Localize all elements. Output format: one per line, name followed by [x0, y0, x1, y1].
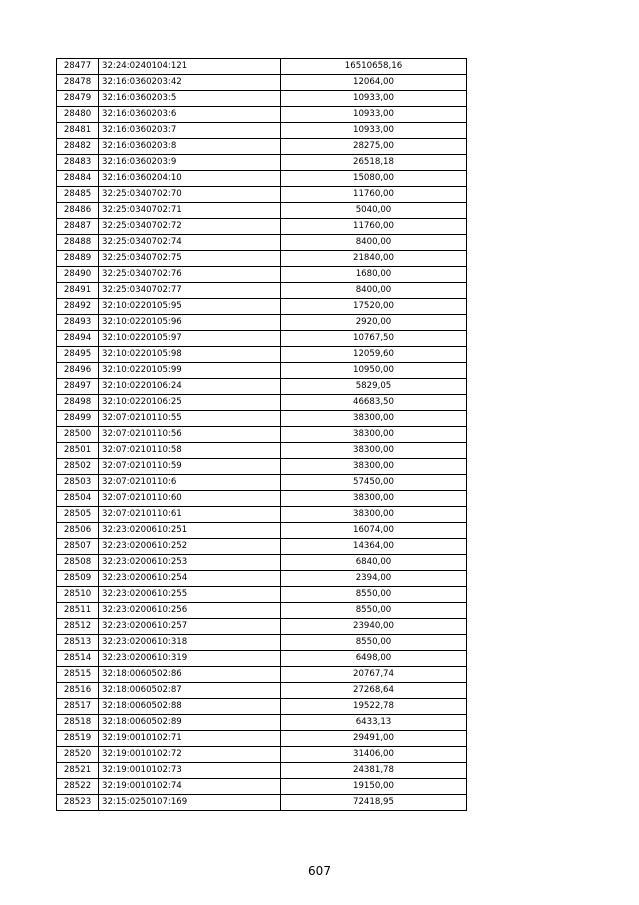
cadastral-number-cell: 32:23:0200610:254 — [99, 571, 281, 587]
value-cell: 72418,95 — [281, 795, 467, 811]
value-cell: 28275,00 — [281, 139, 467, 155]
table-row — [57, 107, 467, 123]
value-cell: 5040,00 — [281, 203, 467, 219]
cadastral-number-cell: 32:19:0010102:72 — [99, 747, 281, 763]
table-row — [57, 443, 467, 459]
cadastral-number-cell: 32:16:0360203:6 — [99, 107, 281, 123]
cadastral-number-cell: 32:10:0220105:98 — [99, 347, 281, 363]
cadastral-number-cell: 32:07:0210110:59 — [99, 459, 281, 475]
value-cell: 10933,00 — [281, 123, 467, 139]
row-number-cell: 28521 — [57, 763, 99, 779]
value-cell: 38300,00 — [281, 491, 467, 507]
value-cell: 8400,00 — [281, 235, 467, 251]
cadastral-number-cell: 32:10:0220105:99 — [99, 363, 281, 379]
cadastral-number-cell: 32:25:0340702:75 — [99, 251, 281, 267]
cadastral-number-cell: 32:10:0220105:96 — [99, 315, 281, 331]
row-number-cell: 28502 — [57, 459, 99, 475]
cadastral-number-cell: 32:25:0340702:72 — [99, 219, 281, 235]
row-number-cell: 28493 — [57, 315, 99, 331]
table-row — [57, 139, 467, 155]
row-number-cell: 28505 — [57, 507, 99, 523]
registry-table-body — [57, 59, 467, 811]
cadastral-number-cell: 32:10:0220105:95 — [99, 299, 281, 315]
value-cell: 19150,00 — [281, 779, 467, 795]
value-cell: 12064,00 — [281, 75, 467, 91]
row-number-cell: 28503 — [57, 475, 99, 491]
table-row — [57, 379, 467, 395]
row-number-cell: 28511 — [57, 603, 99, 619]
cadastral-number-cell: 32:15:0250107:169 — [99, 795, 281, 811]
value-cell: 38300,00 — [281, 427, 467, 443]
table-row — [57, 203, 467, 219]
table-row — [57, 491, 467, 507]
value-cell: 10933,00 — [281, 91, 467, 107]
cadastral-number-cell: 32:07:0210110:6 — [99, 475, 281, 491]
cadastral-number-cell: 32:19:0010102:74 — [99, 779, 281, 795]
row-number-cell: 28498 — [57, 395, 99, 411]
table-row — [57, 603, 467, 619]
row-number-cell: 28516 — [57, 683, 99, 699]
value-cell: 8550,00 — [281, 603, 467, 619]
row-number-cell: 28480 — [57, 107, 99, 123]
row-number-cell: 28501 — [57, 443, 99, 459]
value-cell: 2394,00 — [281, 571, 467, 587]
table-row — [57, 523, 467, 539]
table-row — [57, 619, 467, 635]
value-cell: 38300,00 — [281, 411, 467, 427]
value-cell: 10767,50 — [281, 331, 467, 347]
row-number-cell: 28488 — [57, 235, 99, 251]
registry-table — [56, 58, 467, 811]
cadastral-number-cell: 32:23:0200610:255 — [99, 587, 281, 603]
table-row — [57, 315, 467, 331]
row-number-cell: 28477 — [57, 59, 99, 75]
row-number-cell: 28483 — [57, 155, 99, 171]
row-number-cell: 28523 — [57, 795, 99, 811]
table-row — [57, 59, 467, 75]
row-number-cell: 28494 — [57, 331, 99, 347]
table-row — [57, 715, 467, 731]
row-number-cell: 28497 — [57, 379, 99, 395]
value-cell: 6433,13 — [281, 715, 467, 731]
value-cell: 16074,00 — [281, 523, 467, 539]
value-cell: 38300,00 — [281, 443, 467, 459]
table-row — [57, 75, 467, 91]
value-cell: 38300,00 — [281, 507, 467, 523]
row-number-cell: 28479 — [57, 91, 99, 107]
value-cell: 10933,00 — [281, 107, 467, 123]
row-number-cell: 28510 — [57, 587, 99, 603]
row-number-cell: 28496 — [57, 363, 99, 379]
table-row — [57, 283, 467, 299]
row-number-cell: 28518 — [57, 715, 99, 731]
cadastral-number-cell: 32:19:0010102:73 — [99, 763, 281, 779]
row-number-cell: 28499 — [57, 411, 99, 427]
row-number-cell: 28507 — [57, 539, 99, 555]
value-cell: 19522,78 — [281, 699, 467, 715]
value-cell: 20767,74 — [281, 667, 467, 683]
table-row — [57, 363, 467, 379]
value-cell: 26518,18 — [281, 155, 467, 171]
cadastral-number-cell: 32:23:0200610:253 — [99, 555, 281, 571]
value-cell: 8400,00 — [281, 283, 467, 299]
row-number-cell: 28500 — [57, 427, 99, 443]
cadastral-number-cell: 32:23:0200610:319 — [99, 651, 281, 667]
row-number-cell: 28514 — [57, 651, 99, 667]
row-number-cell: 28491 — [57, 283, 99, 299]
row-number-cell: 28486 — [57, 203, 99, 219]
table-row — [57, 331, 467, 347]
cadastral-number-cell: 32:25:0340702:76 — [99, 267, 281, 283]
cadastral-number-cell: 32:25:0340702:77 — [99, 283, 281, 299]
cadastral-number-cell: 32:19:0010102:71 — [99, 731, 281, 747]
row-number-cell: 28520 — [57, 747, 99, 763]
row-number-cell: 28492 — [57, 299, 99, 315]
row-number-cell: 28519 — [57, 731, 99, 747]
table-row — [57, 747, 467, 763]
value-cell: 8550,00 — [281, 635, 467, 651]
table-row — [57, 699, 467, 715]
value-cell: 17520,00 — [281, 299, 467, 315]
row-number-cell: 28508 — [57, 555, 99, 571]
table-row — [57, 395, 467, 411]
cadastral-number-cell: 32:24:0240104:121 — [99, 59, 281, 75]
table-row — [57, 635, 467, 651]
cadastral-number-cell: 32:23:0200610:252 — [99, 539, 281, 555]
cadastral-number-cell: 32:10:0220105:97 — [99, 331, 281, 347]
table-row — [57, 731, 467, 747]
value-cell: 8550,00 — [281, 587, 467, 603]
table-row — [57, 651, 467, 667]
value-cell: 57450,00 — [281, 475, 467, 491]
cadastral-number-cell: 32:25:0340702:74 — [99, 235, 281, 251]
table-row — [57, 427, 467, 443]
cadastral-number-cell: 32:16:0360203:9 — [99, 155, 281, 171]
table-row — [57, 91, 467, 107]
value-cell: 29491,00 — [281, 731, 467, 747]
value-cell: 6840,00 — [281, 555, 467, 571]
row-number-cell: 28487 — [57, 219, 99, 235]
value-cell: 12059,60 — [281, 347, 467, 363]
cadastral-number-cell: 32:16:0360203:5 — [99, 91, 281, 107]
table-row — [57, 267, 467, 283]
cadastral-number-cell: 32:25:0340702:71 — [99, 203, 281, 219]
cadastral-number-cell: 32:07:0210110:55 — [99, 411, 281, 427]
row-number-cell: 28512 — [57, 619, 99, 635]
table-row — [57, 187, 467, 203]
cadastral-number-cell: 32:07:0210110:61 — [99, 507, 281, 523]
row-number-cell: 28489 — [57, 251, 99, 267]
cadastral-number-cell: 32:23:0200610:257 — [99, 619, 281, 635]
value-cell: 21840,00 — [281, 251, 467, 267]
value-cell: 16510658,16 — [281, 59, 467, 75]
row-number-cell: 28517 — [57, 699, 99, 715]
table-row — [57, 155, 467, 171]
cadastral-number-cell: 32:18:0060502:88 — [99, 699, 281, 715]
row-number-cell: 28515 — [57, 667, 99, 683]
table-row — [57, 555, 467, 571]
table-row — [57, 123, 467, 139]
table-row — [57, 171, 467, 187]
value-cell: 15080,00 — [281, 171, 467, 187]
value-cell: 14364,00 — [281, 539, 467, 555]
table-row — [57, 763, 467, 779]
cadastral-number-cell: 32:10:0220106:24 — [99, 379, 281, 395]
table-row — [57, 571, 467, 587]
cadastral-number-cell: 32:16:0360203:7 — [99, 123, 281, 139]
table-row — [57, 251, 467, 267]
value-cell: 10950,00 — [281, 363, 467, 379]
table-row — [57, 235, 467, 251]
row-number-cell: 28506 — [57, 523, 99, 539]
table-row — [57, 795, 467, 811]
cadastral-number-cell: 32:23:0200610:318 — [99, 635, 281, 651]
cadastral-number-cell: 32:07:0210110:58 — [99, 443, 281, 459]
table-row — [57, 779, 467, 795]
table-row — [57, 411, 467, 427]
value-cell: 6498,00 — [281, 651, 467, 667]
row-number-cell: 28484 — [57, 171, 99, 187]
cadastral-number-cell: 32:18:0060502:89 — [99, 715, 281, 731]
value-cell: 27268,64 — [281, 683, 467, 699]
cadastral-number-cell: 32:07:0210110:56 — [99, 427, 281, 443]
cadastral-number-cell: 32:23:0200610:256 — [99, 603, 281, 619]
cadastral-number-cell: 32:16:0360204:10 — [99, 171, 281, 187]
cadastral-number-cell: 32:16:0360203:8 — [99, 139, 281, 155]
table-row — [57, 475, 467, 491]
value-cell: 38300,00 — [281, 459, 467, 475]
table-row — [57, 507, 467, 523]
value-cell: 2920,00 — [281, 315, 467, 331]
table-row — [57, 683, 467, 699]
table-row — [57, 667, 467, 683]
page-number: 607 — [308, 864, 331, 878]
value-cell: 5829,05 — [281, 379, 467, 395]
value-cell: 46683,50 — [281, 395, 467, 411]
row-number-cell: 28495 — [57, 347, 99, 363]
value-cell: 1680,00 — [281, 267, 467, 283]
table-row — [57, 587, 467, 603]
row-number-cell: 28504 — [57, 491, 99, 507]
value-cell: 23940,00 — [281, 619, 467, 635]
row-number-cell: 28482 — [57, 139, 99, 155]
row-number-cell: 28481 — [57, 123, 99, 139]
row-number-cell: 28478 — [57, 75, 99, 91]
row-number-cell: 28485 — [57, 187, 99, 203]
row-number-cell: 28490 — [57, 267, 99, 283]
cadastral-number-cell: 32:18:0060502:87 — [99, 683, 281, 699]
cadastral-number-cell: 32:25:0340702:70 — [99, 187, 281, 203]
row-number-cell: 28509 — [57, 571, 99, 587]
cadastral-number-cell: 32:18:0060502:86 — [99, 667, 281, 683]
value-cell: 24381,78 — [281, 763, 467, 779]
cadastral-number-cell: 32:16:0360203:42 — [99, 75, 281, 91]
table-row — [57, 299, 467, 315]
cadastral-number-cell: 32:07:0210110:60 — [99, 491, 281, 507]
table-row — [57, 459, 467, 475]
value-cell: 11760,00 — [281, 187, 467, 203]
cadastral-number-cell: 32:10:0220106:25 — [99, 395, 281, 411]
row-number-cell: 28513 — [57, 635, 99, 651]
table-row — [57, 219, 467, 235]
row-number-cell: 28522 — [57, 779, 99, 795]
table-row — [57, 539, 467, 555]
table-row — [57, 347, 467, 363]
cadastral-number-cell: 32:23:0200610:251 — [99, 523, 281, 539]
value-cell: 31406,00 — [281, 747, 467, 763]
value-cell: 11760,00 — [281, 219, 467, 235]
